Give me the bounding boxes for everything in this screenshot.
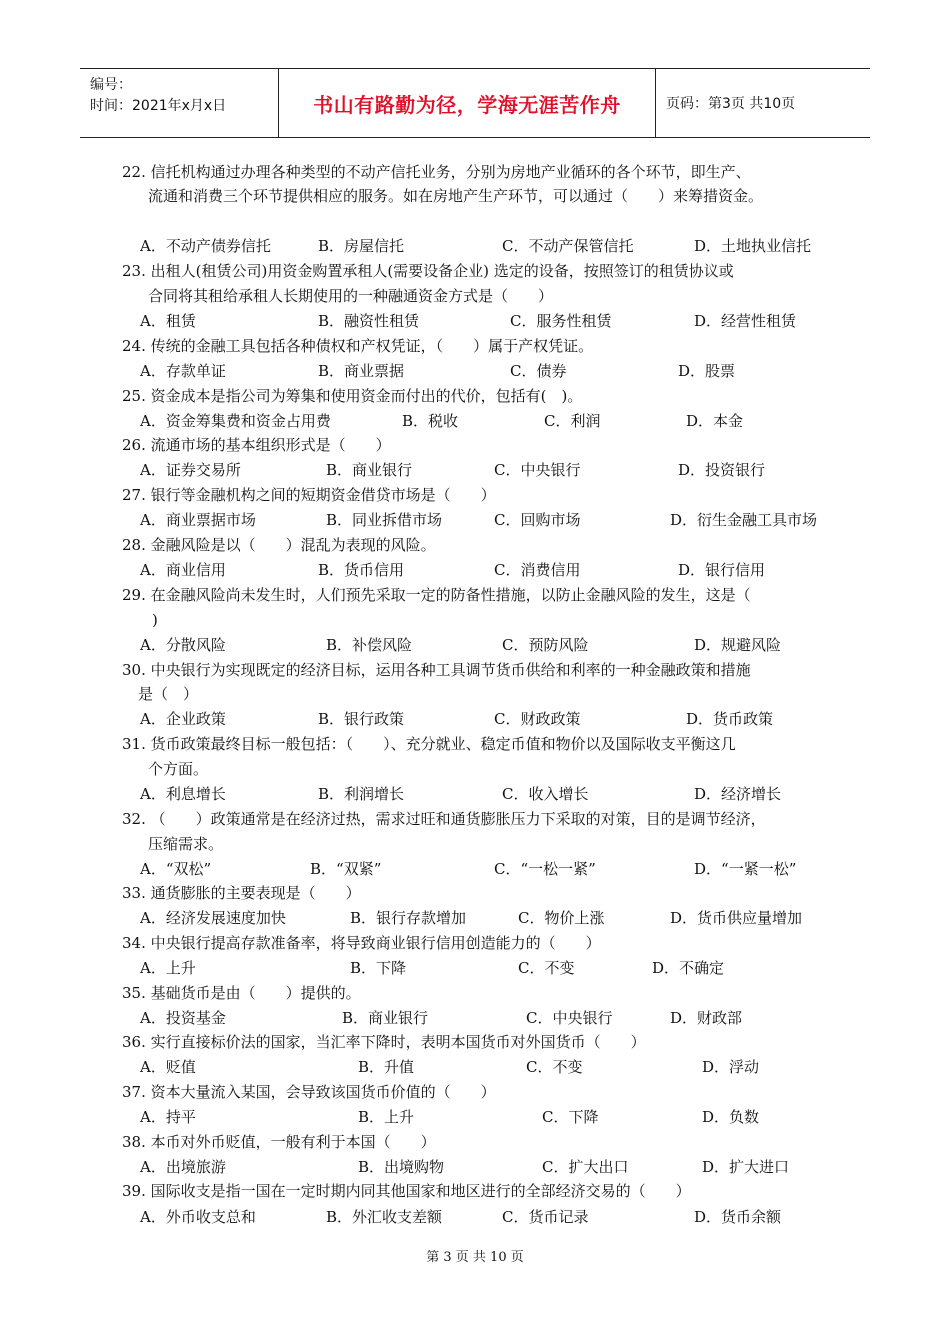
answer-option-b: B．下降 [350, 959, 407, 977]
answer-option-b: B．货币信用 [318, 561, 405, 579]
answer-option-d: D．经济增长 [694, 785, 782, 803]
answer-options [0, 311, 950, 331]
answer-options [0, 460, 950, 480]
answer-option-b: B．商业银行 [342, 1009, 429, 1027]
answer-option-a: A．租赁 [140, 312, 196, 330]
question-text: 32. （ ）政策通常是在经济过热，需求过旺和通货膨胀压力下采取的对策，目的是调节经济， [122, 810, 766, 828]
answer-option-b: B．税收 [402, 412, 459, 430]
answer-options [0, 1057, 950, 1077]
answer-option-d: D．土地执业信托 [694, 237, 812, 255]
answer-option-d: D．财政部 [670, 1009, 743, 1027]
answer-option-c: C．货币记录 [502, 1208, 589, 1226]
question-text: 29. 在金融风险尚未发生时，人们预先采取一定的防备性措施，以防止金融风险的发生，这是（ [122, 586, 751, 604]
answer-option-d: D．投资银行 [678, 461, 766, 479]
answer-options [0, 1008, 950, 1028]
question-text: 38. 本币对外币贬值，一般有利于本国（ ） [122, 1133, 436, 1151]
question-text: 39. 国际收支是指一国在一定时期内同其他国家和地区进行的全部经济交易的（ ） [122, 1182, 691, 1200]
number-label: 编号： [90, 77, 132, 93]
answer-option-c: C．预防风险 [502, 636, 589, 654]
answer-option-d: D．经营性租赁 [694, 312, 797, 330]
answer-option-d: D．银行信用 [678, 561, 766, 579]
question-text: 33. 通货膨胀的主要表现是（ ） [122, 884, 361, 902]
answer-option-a: A．分散风险 [140, 636, 226, 654]
answer-option-c: C．不变 [518, 959, 575, 977]
answer-option-b: B．商业票据 [318, 362, 405, 380]
question-text-continued: 合同将其租给承租人长期使用的一种融通资金方式是（ ） [148, 287, 554, 305]
answer-option-a: A．利息增长 [140, 785, 226, 803]
answer-option-c: C．“一松一紧” [494, 860, 596, 878]
answer-option-b: B．利润增长 [318, 785, 405, 803]
answer-option-c: C．物价上涨 [518, 909, 605, 927]
question-text: 28. 金融风险是以（ ）混乱为表现的风险。 [122, 536, 436, 554]
answer-option-a: A．持平 [140, 1108, 196, 1126]
answer-option-a: A．商业信用 [140, 561, 226, 579]
question-text-continued: 是（ ） [138, 685, 199, 703]
question-text: 22. 信托机构通过办理各种类型的不动产信托业务，分别为房地产业循环的各个环节，即生产、 [122, 163, 751, 181]
answer-option-d: D．“一紧一松” [694, 860, 797, 878]
question-text: 26. 流通市场的基本组织形式是（ ） [122, 436, 391, 454]
question-text: 31. 货币政策最终目标一般包括：（ ）、充分就业、稳定币值和物价以及国际收支平衡这几 [122, 735, 736, 753]
question-text: 25. 资金成本是指公司为筹集和使用资金而付出的代价，包括有( )。 [122, 387, 583, 405]
answer-option-c: C．不动产保管信托 [502, 237, 634, 255]
answer-options [0, 635, 950, 655]
answer-option-a: A．投资基金 [140, 1009, 226, 1027]
answer-option-c: C．中央银行 [494, 461, 581, 479]
answer-option-c: C．收入增长 [502, 785, 589, 803]
answer-option-b: B．融资性租赁 [318, 312, 420, 330]
answer-option-b: B．外汇收支差额 [326, 1208, 443, 1226]
answer-option-d: D．货币供应量增加 [670, 909, 803, 927]
answer-option-a: A．存款单证 [140, 362, 226, 380]
answer-option-c: C．财政政策 [494, 710, 581, 728]
answer-option-b: B．出境购物 [358, 1158, 445, 1176]
question-text: 37. 资本大量流入某国，会导致该国货币价值的（ ） [122, 1083, 496, 1101]
answer-options [0, 1107, 950, 1127]
answer-option-c: C．服务性租赁 [510, 312, 612, 330]
answer-options [0, 411, 950, 431]
answer-option-c: C．利润 [544, 412, 601, 430]
question-text: 35. 基础货币是由（ ）提供的。 [122, 984, 361, 1002]
answer-option-a: A．不动产债券信托 [140, 237, 271, 255]
answer-option-d: D．不确定 [652, 959, 725, 977]
motto-text: 书山有路勤为径，学海无涯苦作舟 [313, 92, 621, 117]
answer-option-d: D．浮动 [702, 1058, 760, 1076]
question-text-continued: 流通和消费三个环节提供相应的服务。如在房地产生产环节，可以通过（ ）来筹措资金。 [148, 187, 764, 205]
answer-option-c: C．下降 [542, 1108, 599, 1126]
answer-options [0, 908, 950, 928]
question-text: 27. 银行等金融机构之间的短期资金借贷市场是（ ） [122, 486, 496, 504]
answer-option-b: B．同业拆借市场 [326, 511, 443, 529]
page-footer: 第 3 页 共 10 页 [426, 1250, 524, 1265]
answer-option-c: C．扩大出口 [542, 1158, 629, 1176]
date-label: 时间：2021年x月x日 [90, 98, 227, 114]
answer-option-a: A．“双松” [140, 860, 212, 878]
answer-option-d: D．股票 [678, 362, 736, 380]
answer-options [0, 560, 950, 580]
answer-option-a: A．商业票据市场 [140, 511, 256, 529]
answer-options [0, 361, 950, 381]
answer-options [0, 784, 950, 804]
question-text: 23. 出租人(租赁公司)用资金购置承租人(需要设备企业) 选定的设备，按照签订的租赁协议或 [122, 262, 734, 280]
answer-options [0, 1157, 950, 1177]
answer-option-a: A．资金筹集费和资金占用费 [140, 412, 331, 430]
answer-option-d: D．衍生金融工具市场 [670, 511, 818, 529]
answer-options [0, 510, 950, 530]
answer-option-b: B．补偿风险 [326, 636, 413, 654]
answer-option-c: C．不变 [526, 1058, 583, 1076]
answer-option-b: B．房屋信托 [318, 237, 405, 255]
answer-option-d: D．货币余额 [694, 1208, 782, 1226]
page-label: 页码：第3页 共10页 [666, 96, 796, 112]
answer-option-d: D．本金 [686, 412, 744, 430]
question-text: 30. 中央银行为实现既定的经济目标，运用各种工具调节货币供给和利率的一种金融政策和措施 [122, 661, 751, 679]
answer-options [0, 709, 950, 729]
answer-option-a: A．上升 [140, 959, 196, 977]
answer-option-a: A．出境旅游 [140, 1158, 226, 1176]
question-text-continued: 压缩需求。 [148, 835, 224, 853]
answer-options [0, 958, 950, 978]
answer-options [0, 236, 950, 256]
answer-option-c: C．消费信用 [494, 561, 581, 579]
answer-option-b: B．“双紧” [310, 860, 382, 878]
question-text: 36. 实行直接标价法的国家，当汇率下降时，表明本国货币对外国货币（ ） [122, 1033, 646, 1051]
answer-option-a: A．证券交易所 [140, 461, 241, 479]
answer-option-c: C．债券 [510, 362, 567, 380]
answer-option-b: B．银行政策 [318, 710, 405, 728]
answer-option-d: D．货币政策 [686, 710, 774, 728]
answer-option-b: B．商业银行 [326, 461, 413, 479]
question-text-continued: ) [152, 611, 158, 629]
answer-option-a: A．贬值 [140, 1058, 196, 1076]
answer-option-c: C．回购市场 [494, 511, 581, 529]
answer-option-d: D．规避风险 [694, 636, 782, 654]
answer-options [0, 1207, 950, 1227]
answer-option-b: B．上升 [358, 1108, 415, 1126]
question-text-continued: 个方面。 [148, 760, 209, 778]
question-text: 34. 中央银行提高存款准备率，将导致商业银行信用创造能力的（ ） [122, 934, 601, 952]
answer-options [0, 859, 950, 879]
answer-option-a: A．外币收支总和 [140, 1208, 256, 1226]
question-text: 24. 传统的金融工具包括各种债权和产权凭证，（ ）属于产权凭证。 [122, 337, 594, 355]
answer-option-d: D．扩大进口 [702, 1158, 790, 1176]
answer-option-a: A．企业政策 [140, 710, 226, 728]
answer-option-b: B．升值 [358, 1058, 415, 1076]
answer-option-d: D．负数 [702, 1108, 760, 1126]
answer-option-c: C．中央银行 [526, 1009, 613, 1027]
answer-option-a: A．经济发展速度加快 [140, 909, 286, 927]
answer-option-b: B．银行存款增加 [350, 909, 467, 927]
